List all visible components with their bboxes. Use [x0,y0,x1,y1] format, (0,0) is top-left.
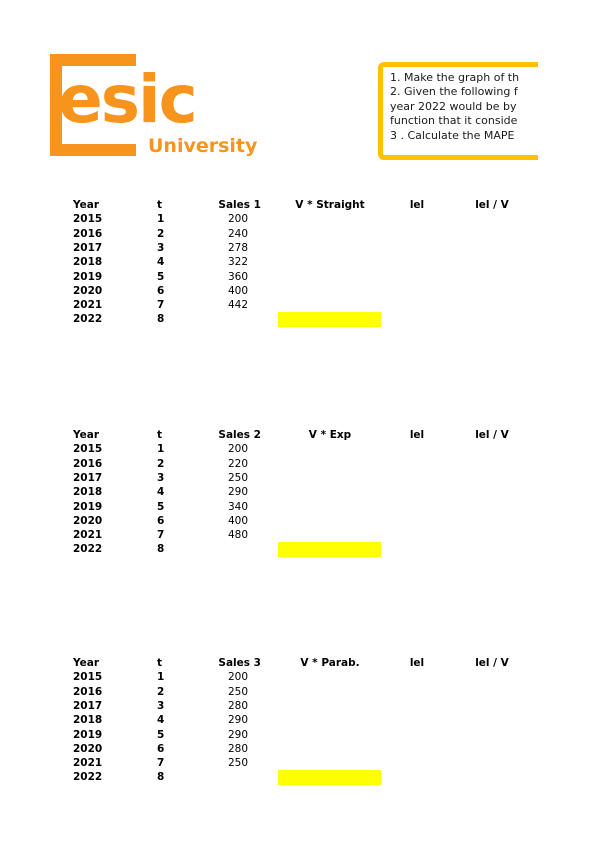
cell-year: 2018 [73,714,103,727]
cell-year: 2019 [73,270,103,283]
table-row [0,312,599,326]
cell-sales: 290 [228,728,249,741]
table-row [0,699,599,713]
header-sales: Sales 2 [218,429,261,441]
instructions-text [390,71,519,143]
instruction-line: 1. Make the graph of th [390,71,520,84]
table-row [0,241,599,255]
cell-t: 6 [157,284,165,297]
cell-sales: 240 [228,227,249,240]
cell-t: 1 [157,671,165,684]
header-forecast: V * Exp [308,429,352,441]
instruction-line: function that it conside [390,114,518,128]
forecast-input-cell[interactable] [278,312,381,327]
instruction-line: 2. Given the following f [390,85,518,99]
cell-year: 2022 [73,543,103,556]
header-error-ratio: lel / V [475,199,509,211]
cell-year: 2020 [73,742,103,755]
table-row [0,685,599,699]
table-row [0,728,599,742]
header-t: t [157,657,163,669]
cell-year: 2016 [73,227,103,240]
cell-t: 7 [157,299,165,312]
table-row [0,742,599,756]
cell-year: 2022 [73,771,103,784]
table-row [0,500,599,514]
cell-sales: 200 [228,213,249,226]
cell-year: 2020 [73,284,103,297]
header-abs-error: lel [409,429,425,441]
table-row [0,670,599,684]
cell-sales: 280 [228,742,249,755]
cell-year: 2022 [73,313,103,326]
table-header-row [0,428,599,442]
esic-university-logo [48,52,288,162]
cell-t: 2 [157,227,165,240]
cell-sales: 200 [228,443,249,456]
header-t: t [157,199,163,211]
header-t: t [157,429,163,441]
table-row [0,457,599,471]
cell-year: 2015 [73,671,103,684]
header-sales: Sales 1 [218,199,261,211]
cell-t: 5 [157,728,165,741]
cell-t: 1 [157,213,165,226]
cell-year: 2018 [73,486,103,499]
header-error-ratio: lel / V [475,657,509,669]
cell-t: 3 [157,471,165,484]
table-row [0,542,599,556]
cell-t: 4 [157,256,165,269]
header-error-ratio: lel / V [475,429,509,441]
header-abs-error: lel [409,657,425,669]
cell-t: 7 [157,757,165,770]
cell-year: 2017 [73,471,103,484]
cell-year: 2019 [73,500,103,513]
cell-sales: 360 [228,270,249,283]
cell-sales: 340 [228,500,249,513]
cell-t: 5 [157,500,165,513]
cell-t: 3 [157,241,165,254]
cell-sales: 280 [228,699,249,712]
header-forecast: V * Parab. [300,657,360,669]
logo-brand-text: esic [58,61,196,138]
cell-sales: 200 [228,671,249,684]
cell-year: 2016 [73,457,103,470]
cell-sales: 480 [228,529,249,542]
table-row [0,255,599,269]
instruction-line: 3 . Calculate the MAPE [390,128,515,142]
cell-year: 2017 [73,241,103,254]
table-row [0,442,599,456]
cell-year: 2018 [73,256,103,269]
table-header-row [0,198,599,212]
cell-year: 2021 [73,757,103,770]
forecast-input-cell[interactable] [278,770,381,785]
instruction-line: year 2022 would be by [390,99,517,113]
table-row [0,227,599,241]
header-sales: Sales 3 [218,657,261,669]
header-abs-error: lel [409,199,425,211]
cell-year: 2016 [73,685,103,698]
cell-t: 8 [157,313,165,326]
table-row [0,485,599,499]
cell-sales: 290 [228,486,249,499]
cell-year: 2020 [73,514,103,527]
cell-t: 6 [157,514,165,527]
forecast-input-cell[interactable] [278,542,381,557]
cell-t: 4 [157,714,165,727]
cell-year: 2017 [73,699,103,712]
cell-year: 2021 [73,529,103,542]
cell-t: 7 [157,529,165,542]
cell-sales: 442 [228,299,249,312]
cell-t: 3 [157,699,165,712]
table-row [0,212,599,226]
cell-sales: 400 [228,514,249,527]
cell-sales: 250 [228,757,249,770]
table-header-row [0,656,599,670]
table-row [0,284,599,298]
cell-sales: 322 [228,256,249,269]
cell-t: 8 [157,771,165,784]
table-row [0,471,599,485]
table-row [0,270,599,284]
cell-year: 2021 [73,299,103,312]
header-year: Year [73,429,100,441]
cell-sales: 250 [228,471,249,484]
cell-t: 4 [157,486,165,499]
table-row [0,770,599,784]
cell-t: 2 [157,685,165,698]
cell-year: 2019 [73,728,103,741]
cell-sales: 250 [228,685,249,698]
table-row [0,756,599,770]
table-row [0,528,599,542]
cell-year: 2015 [73,213,103,226]
cell-sales: 220 [228,457,249,470]
cell-sales: 290 [228,714,249,727]
table-row [0,298,599,312]
table-row [0,514,599,528]
esic-logo-graphic [48,52,288,162]
cell-sales: 278 [228,241,249,254]
instructions-box [378,62,538,160]
logo-sub-text: University [148,135,258,157]
cell-t: 8 [157,543,165,556]
table-row [0,713,599,727]
cell-t: 5 [157,270,165,283]
cell-sales: 400 [228,284,249,297]
header-year: Year [73,199,100,211]
cell-t: 6 [157,742,165,755]
cell-t: 2 [157,457,165,470]
cell-t: 1 [157,443,165,456]
header-year: Year [73,657,100,669]
header-forecast: V * Straight [295,199,365,211]
cell-year: 2015 [73,443,103,456]
